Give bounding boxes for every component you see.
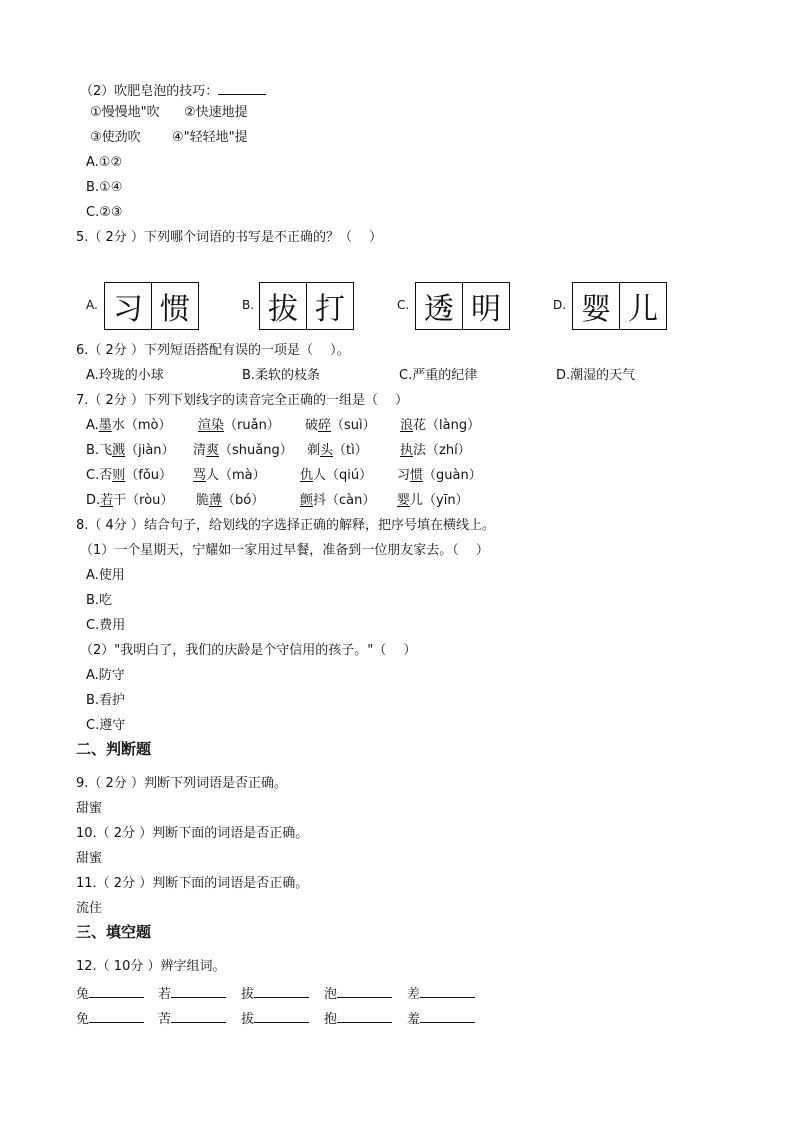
fill-blank[interactable] [254,1008,309,1023]
q7-c-2: 骂人（mà） [193,468,266,483]
fill-blank[interactable] [171,1008,226,1023]
q8-1-option-c[interactable]: C.费用 [86,618,126,633]
char-cell: 明 [462,283,509,329]
q7-row-a[interactable]: A.墨水（mò） [86,418,172,433]
q4-2-item1: ①慢慢地"吹 [90,105,160,120]
char-cell: 习 [113,292,143,327]
q12-r1-4: 泡 [324,983,392,1004]
q10-word: 甜蜜 [76,851,103,866]
q4-2-item3: ③使劲吹 [90,130,141,145]
q8-2-option-c[interactable]: C.遵守 [86,718,126,733]
q12-row-1: 兔 [76,983,144,1004]
q6-option-b[interactable]: B.柔软的枝条 [242,368,321,383]
char-cell: 婴 [581,292,611,327]
q4-2-stem: （2）吹肥皂泡的技巧： [80,80,266,101]
q12-r1-2: 若 [158,983,226,1004]
q7-row-c[interactable]: C.否则（fǒu） [86,468,173,483]
q7-d-2: 脆薄（bó） [196,493,265,508]
q7-b-4: 执法（zhí） [400,443,471,458]
q12-r1-3: 拔 [241,983,309,1004]
q8-1-option-a[interactable]: A.使用 [86,568,125,583]
q7-row-b[interactable]: B.飞溅（jiàn） [86,443,175,458]
char-cell: 儿 [619,283,666,329]
q7-b-3: 剃头（tì） [307,443,368,458]
answer-blank[interactable] [218,80,266,95]
char-cell: 透 [424,292,454,327]
q8-1-option-b[interactable]: B.吃 [86,593,113,608]
q8-sentence-1: （1）一个星期天，宁耀如一家用过早餐，准备到一位朋友家去。（ ） [80,543,489,558]
q6-option-a[interactable]: A.玲珑的小球 [86,368,164,383]
q5-stem: 5.（ 2分 ）下列哪个词语的书写是不正确的？（ ） [76,230,383,245]
q5-option-a-label[interactable]: A. [86,298,98,312]
q12-r2-3: 拔 [241,1008,309,1029]
q7-d-3: 颤抖（càn） [300,493,376,508]
char-cell: 打 [306,283,353,329]
q8-2-option-a[interactable]: A.防守 [86,668,125,683]
q12-r2-5: 羞 [407,1008,475,1029]
q7-c-3: 仇人（qiú） [300,468,373,483]
fill-blank[interactable] [254,983,309,998]
q7-a-2: 渲染（ruǎn） [198,418,280,433]
q4-2-option-b[interactable]: B.①④ [86,180,123,195]
q5-option-d-grid[interactable] [572,282,667,330]
q9-word: 甜蜜 [76,801,103,816]
q4-2-option-c[interactable]: C.②③ [86,205,123,220]
q5-option-c-label[interactable]: C. [397,298,410,312]
q7-stem: 7.（ 2分 ）下列下划线字的读音完全正确的一组是（ ） [76,393,409,408]
q6-option-c[interactable]: C.严重的纪律 [399,368,478,383]
q12-r2-2: 苦 [158,1008,226,1029]
fill-blank[interactable] [89,983,144,998]
q4-2-option-a[interactable]: A.①② [86,155,123,170]
q7-d-4: 婴儿（yīn） [397,493,469,508]
char-cell: 惯 [151,283,198,329]
q4-2-item4: ④"轻轻地"提 [172,130,248,145]
q5-option-d-label[interactable]: D. [553,298,567,312]
q4-2-item2: ②快速地提 [184,105,248,120]
q12-row-2: 免 [76,1008,144,1029]
q8-2-option-b[interactable]: B.看护 [86,693,126,708]
q7-a-3: 破碎（suì） [305,418,376,433]
section-fill-heading: 三、填空题 [76,923,152,941]
q6-option-d[interactable]: D.潮湿的天气 [556,368,636,383]
q8-stem: 8.（ 4分 ）结合句子，给划线的字选择正确的解释，把序号填在横线上。 [76,518,495,533]
fill-blank[interactable] [420,983,475,998]
fill-blank[interactable] [171,983,226,998]
q6-stem: 6.（ 2分 ）下列短语搭配有误的一项是（ ）。 [76,343,350,358]
q12-r1-5: 差 [407,983,475,1004]
q7-b-2: 清爽（shuǎng） [193,443,293,458]
q5-option-c-grid[interactable] [415,282,510,330]
q12-stem: 12.（ 10分 ）辨字组词。 [76,959,226,974]
q11-stem: 11.（ 2分 ）判断下面的词语是否正确。 [76,876,309,891]
q7-row-d[interactable]: D.若干（ròu） [86,493,174,508]
q5-option-b-grid[interactable] [259,282,354,330]
q9-stem: 9.（ 2分 ）判断下列词语是否正确。 [76,776,287,791]
q11-word: 流住 [76,901,103,916]
char-cell: 拔 [268,292,298,327]
section-judgement-heading: 二、判断题 [76,740,152,758]
q10-stem: 10.（ 2分 ）判断下面的词语是否正确。 [76,826,309,841]
q5-option-a-grid[interactable] [104,282,199,330]
q5-option-b-label[interactable]: B. [242,298,255,312]
q7-c-4: 习惯（guàn） [397,468,482,483]
fill-blank[interactable] [420,1008,475,1023]
q12-r2-4: 抱 [324,1008,392,1029]
fill-blank[interactable] [337,1008,392,1023]
fill-blank[interactable] [89,1008,144,1023]
q7-a-4: 浪花（làng） [400,418,481,433]
q8-sentence-2: （2）"我明白了，我们的庆龄是个守信用的孩子。"（ ） [80,643,417,658]
fill-blank[interactable] [337,983,392,998]
